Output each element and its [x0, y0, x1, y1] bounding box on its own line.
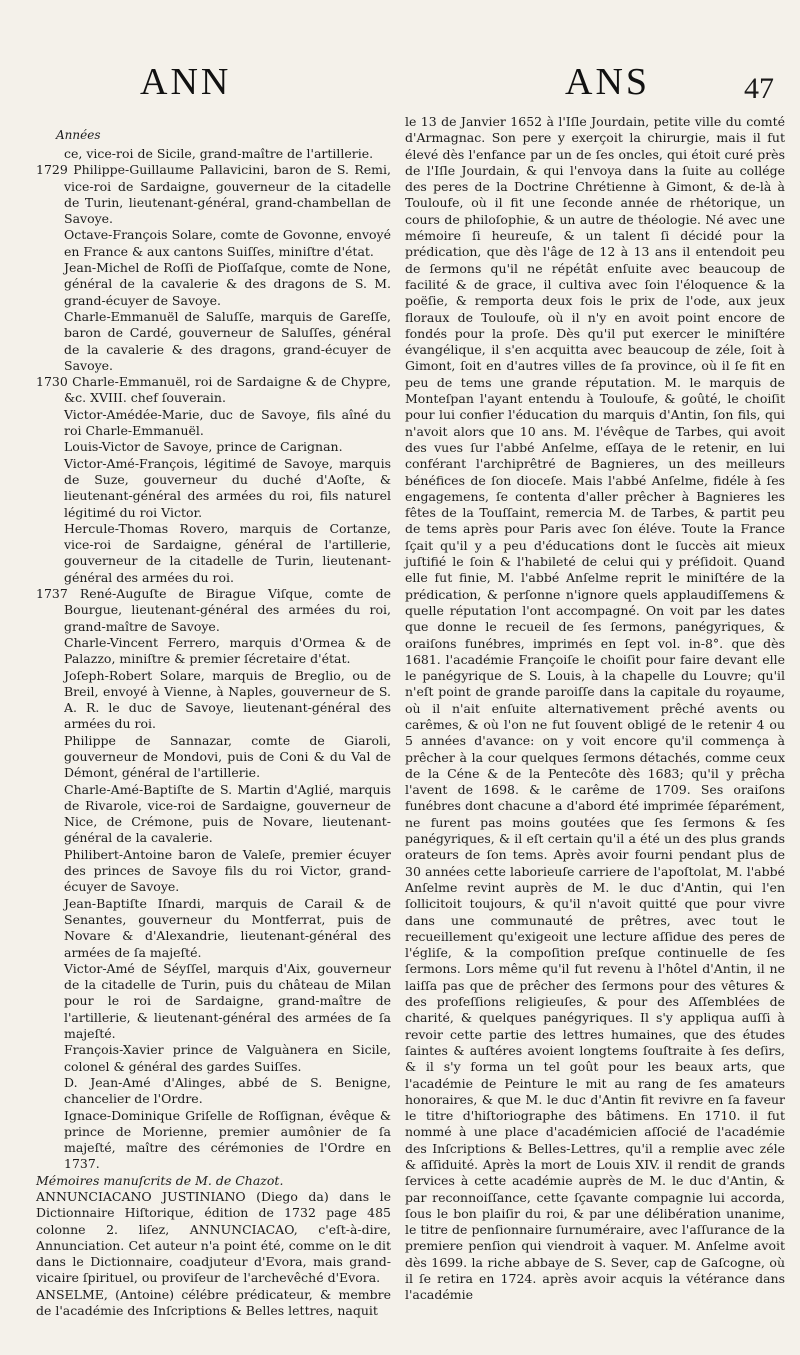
paragraph: 1737 René-Auguſte de Birague Viſque, comte de Bourgue, lieutenant-général des armées du roi, grand-maître de Savoye.	[36, 586, 391, 634]
paragraph: Charle-Amé-Baptiſte de S. Martin d'Aglié, marquis de Rivarole, vice-roi de Sardaigne, gouverneur de Nice, de Crémone, puis de Novare, lieutenant-général de la cavalerie.	[64, 781, 391, 846]
paragraph: ANNUNCIACANO JUSTINIANO (Diego da) dans le Dictionnaire Hiſtorique, édition de 1732 page 485 colonne 2. liſez, ANNUNCIACAO, c'eſt-à-dire, Annunciation. Cet auteur n'a point été, comme on le dit dans le Dictionnaire, coadjuteur d'Evora, mais grand-vicaire ſpirituel, ou proviſeur de l'archevêché d'Evora.	[36, 1189, 391, 1286]
paragraph: le 13 de Janvier 1652 à l'Iſle Jourdain, petite ville du comté d'Armagnac. Son pere y exerçoit la chirurgie, mais il fut élevé dès l'enfance par un de ſes oncles, qui étoit curé près de l'Iſle Jourdain, & qui l'envoya dans la ſuite au collége des peres de la Doctrine Chrétienne à Gimont, & de-là à Touloufe, où il fit une ſeconde année de rhétorique, un cours de philoſophie, & un autre de théologie. Né avec une mémoire ſi heureuſe, & un talent ſi décidé pour la prédication, que dès l'âge de 12 à 13 ans il entendoit peu de ſermons qu'il ne répétât enſuite avec beaucoup de facilité & de grace, il cultiva avec ſoin l'éloquence & la poëſie, & remporta deux fois le prix de l'ode, aux jeux floraux de Touloufe, où il n'y en avoit point encore de fondés pour la proſe. Dès qu'il put exercer le miniſtére évangélique, il s'en acquitta avec beaucoup de zéle, ſoit à Gimont, ſoit en d'autres villes de ſa province, où il ſe fit en peu de tems une grande réputation. M. le marquis de Monteſpan l'ayant entendu à Touloufe, & goûté, le choiſit pour lui confier l'éducation du marquis d'Antin, ſon fils, qui n'avoit alors que 10 ans. M. l'évêque de Tarbes, qui avoit des vues ſur l'abbé Anſelme, eſſaya de le retenir, en lui conférant l'archiprêtré de Bagnieres, un des meilleurs bénéfices de ſon dioceſe. Mais l'abbé Anſelme, fidéle à ſes engagemens, ſe contenta d'aller prêcher à Bagnieres les fêtes de la Touſſaint, remercia M. de Tarbes, & partit peu de tems après pour Paris avec ſon éléve. Toute la France ſçait qu'il y a peu d'éducations dont le ſuccès ait mieux juſtifié le ſoin & l'habileté de celui qui y préſidoit. Quand elle fut finie, M. l'abbé Anſelme reprit le miniſtére de la prédication, & perſonne n'ignore quels applaudiſſemens & quelle réputation l'ont accompagné. On voit par les dates que donne le recueil de ſes ſermons, panégyriques, & oraiſons funébres, imprimés en ſept vol. in-8°. que dès 1681. l'académie Françoiſe le choiſit pour faire devant elle le panégyrique de S. Louis, à la chapelle du Louvre; qu'il n'eſt point de grande paroiſſe dans la capitale du royaume, où il n'ait enſuite alternativement prêché avents ou carêmes, & où l'on ne fut ſouvent obligé de le retenir 4 ou 5 années d'avance: on y voit encore qu'il commença à prêcher à la cour quelques ſermons détachés, comme ceux de la Céne & de la Pentecôte dès 1683; qu'il y prêcha l'avent de 1698. & le carême de 1709. Ses oraiſons funébres dont chacune a d'abord été imprimée ſéparément, ne furent pas moins goutées que ſes ſermons & ſes panégyriques, & il eſt certain qu'il a été un des plus grands orateurs de ſon tems. Après avoir fourni pendant plus de 30 années cette laborieuſe carriere de l'apoſtolat, M. l'abbé Anſelme revint auprès de M. le duc d'Antin, qui l'en ſollicitoit toujours, & qu'il n'avoit quitté que pour vivre dans une communauté de prêtres, avec tout le recueillement qu'exigeoit une lecture aſſidue des peres de l'égliſe, & la compoſition preſque continuelle de ſes ſermons. Lors même qu'il fut revenu à l'hôtel d'Antin, il ne laiſſa pas que de prêcher des ſermons pour des vêtures & des profeſſions religieuſes, & pour des Aſſemblées de charité, & quelques panégyriques. Il s'y appliqua auſſi à revoir cette partie des lettres humaines, que des études ſaintes & auſtéres avoient longtems ſouſtraite à ſes deſirs, & il s'y forma un tel goût pour les beaux arts, que l'académie de Peinture le mit au rang de ſes amateurs honoraires, & que M. le duc d'Antin fit revivre en ſa faveur le titre d'hiſtoriographe des bâtimens. En 1710. il fut nommé à une place d'académicien aſſocié de l'académie des Inſcriptions & Belles-Lettres, qu'il a remplie avec zéle & aſſiduité. Après la mort de Louis XIV. il rendit de grands ſervices à cette académie auprès de M. le duc d'Antin, & par reconnoiſſance, cette ſçavante compagnie lui accorda, ſous le bon plaiſir du roi, & par une délibération unanime, le titre de penſionnaire ſurnuméraire, avec l'aſſurance de la premiere penſion qui viendroit à vaquer. M. Anſelme avoit dès 1699. la riche abbaye de S. Sever, cap de Gaſcogne, où il ſe retira en 1724. après avoir acquis la vétérance dans l'académie	[405, 114, 785, 1303]
paragraph: Jean-Baptiſte Iſnardi, marquis de Carail & de Senantes, gouverneur du Montferrat, puis de Novare & d'Alexandrie, lieutenant-général des armées de ſa majeſté.	[64, 895, 391, 960]
paragraph: Mémoires manuſcrits de M. de Chazot.	[36, 1172, 284, 1188]
page-number: 47	[744, 72, 774, 105]
paragraph: ANSELME, (Antoine) célébre prédicateur, & membre de l'académie des Inſcriptions & Belles lettres, naquit	[36, 1286, 391, 1319]
paragraph: Octave-François Solare, comte de Govonne, envoyé en France & aux cantons Suiſſes, miniſtre d'état.	[64, 227, 391, 259]
paragraph: 1729 Philippe-Guillaume Pallavicini, baron de S. Remi, vice-roi de Sardaigne, gouverneur de la citadelle de Turin, lieutenant-général, grand-chambellan de Savoye.	[36, 162, 391, 227]
right-column	[405, 114, 785, 1304]
paragraph: Ignace-Dominique Griſelle de Roſſignan, évêque & prince de Morienne, premier aumônier de ſa majeſté, maître des cérémonies de l'Ordre en 1737.	[64, 1107, 391, 1172]
paragraph: D. Jean-Amé d'Alinges, abbé de S. Benigne, chancelier de l'Ordre.	[64, 1074, 391, 1107]
paragraph: Charle-Vincent Ferrero, marquis d'Ormea & de Palazzo, miniſtre & premier ſécretaire d'état.	[64, 634, 391, 667]
paragraph: 1730 Charle-Emmanuël, roi de Sardaigne & de Chypre, &c. XVIII. chef ſouverain.	[36, 374, 391, 406]
paragraph: Victor-Amé-François, légitimé de Savoye, marquis de Suze, gouverneur du duché d'Aoſte, & lieutenant-général des armées du roi, fils naturel légitimé du roi Victor.	[64, 455, 391, 520]
paragraph: Charle-Emmanuël de Saluſſe, marquis de Gareſſe, baron de Cardé, gouverneur de Saluſſes, général de la cavalerie & des dragons, grand-écuyer de Savoye.	[64, 308, 391, 373]
paragraph: Jean-Michel de Roſſi de Pioſſaſque, comte de None, général de la cavalerie & des dragons de S. M. grand-écuyer de Savoye.	[64, 260, 391, 308]
paragraph: Philibert-Antoine baron de Valeſe, premier écuyer des princes de Savoye fils du roi Victor, grand-écuyer de Savoye.	[64, 846, 391, 895]
paragraph: Philippe de Sannazar, comte de Giaroli, gouverneur de Mondovi, puis de Coni & du Val de Démont, général de l'artillerie.	[64, 732, 391, 781]
paragraph: François-Xavier prince de Valguànera en Sicile, colonel & général des gardes Suiſſes.	[64, 1042, 391, 1074]
running-head-left: ANN	[140, 61, 232, 103]
paragraph: ce, vice-roi de Sicile, grand-maître de l'artillerie.	[64, 146, 374, 161]
left-column	[36, 146, 391, 1319]
margin-label: Années	[56, 128, 101, 142]
running-head-right: ANS	[565, 61, 651, 103]
paragraph: Louis-Victor de Savoye, prince de Carignan.	[64, 439, 343, 455]
paragraph: Victor-Amé de Séyſſel, marquis d'Aix, gouverneur de la citadelle de Turin, puis du château de Milan pour le roi de Sardaigne, grand-maître de l'artillerie, & lieutenant-général des armées de ſa majeſté.	[64, 960, 391, 1042]
paragraph: Joſeph-Robert Solare, marquis de Breglio, ou de Breil, envoyé à Vienne, à Naples, gouverneur de S. A. R. le duc de Savoye, lieutenant-général des armées du roi.	[64, 667, 391, 732]
paragraph: Victor-Amédée-Marie, duc de Savoye, fils aîné du roi Charle-Emmanuël.	[64, 406, 391, 439]
paragraph: Hercule-Thomas Rovero, marquis de Cortanze, vice-roi de Sardaigne, général de l'artillerie, gouverneur de la citadelle de Turin, lieutenant-général des armées du roi.	[64, 520, 391, 585]
